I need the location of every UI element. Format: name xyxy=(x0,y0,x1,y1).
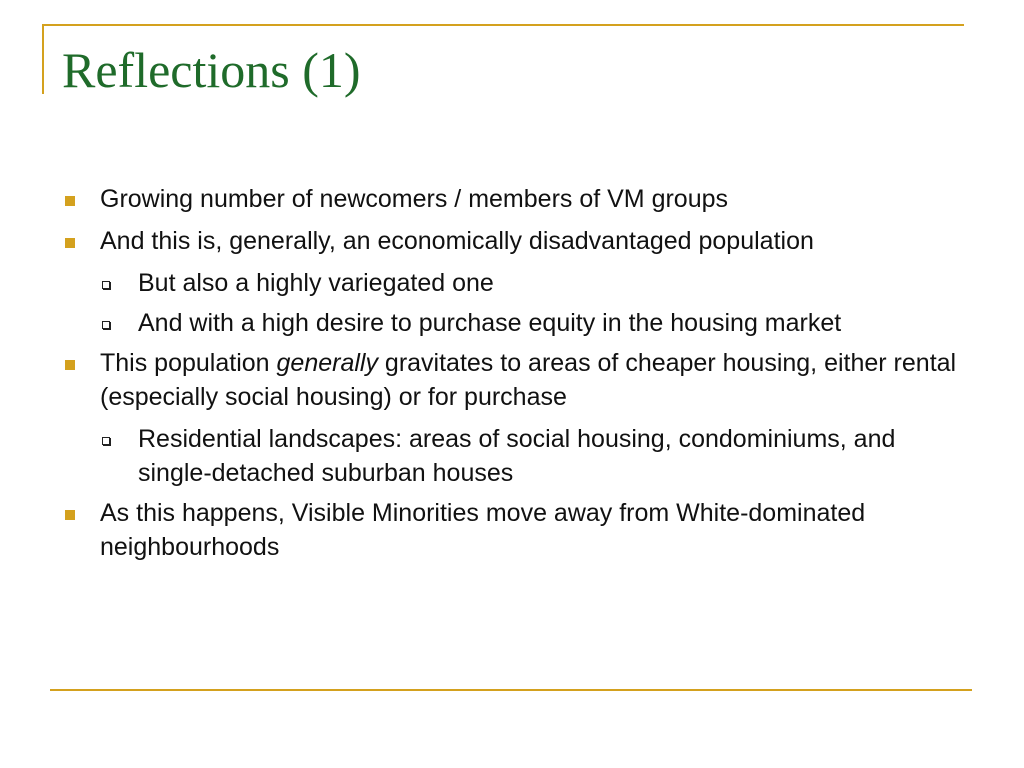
bullet-text: Growing number of newcomers / members of VM groups xyxy=(100,185,729,213)
sub-bullet-text: But also a highly variegated one xyxy=(138,269,494,297)
square-bullet-icon xyxy=(65,238,75,248)
bottom-rule xyxy=(50,689,972,691)
bullet-list xyxy=(62,182,962,572)
bullet-item xyxy=(62,224,962,258)
sub-bullet-item xyxy=(62,306,962,340)
square-bullet-icon xyxy=(65,196,75,206)
square-bullet-icon xyxy=(65,360,75,370)
sub-bullet-item xyxy=(62,266,962,300)
sub-bullet-text: Residential landscapes: areas of social housing, condominiums, and single-detached suburban houses xyxy=(138,425,896,487)
bullet-text: And this is, generally, an economically disadvantaged population xyxy=(100,227,814,255)
sub-bullet-item xyxy=(62,422,962,490)
left-rule xyxy=(42,24,44,94)
bullet-text: As this happens, Visible Minorities move away from White-dominated neighbourhoods xyxy=(100,499,866,561)
bullet-text-before: This population xyxy=(100,349,277,377)
square-bullet-icon xyxy=(65,510,75,520)
bullet-text-after: gravitates to areas of cheaper housing, either rental (especially social housing) or for purchase xyxy=(100,349,957,411)
bullet-item xyxy=(62,346,962,414)
bullet-item xyxy=(62,182,962,216)
top-rule xyxy=(42,24,964,26)
bullet-emphasis: generally xyxy=(276,349,378,377)
hollow-square-bullet-icon xyxy=(102,281,110,289)
sub-bullet-text: And with a high desire to purchase equity in the housing market xyxy=(138,309,842,337)
slide-title: Reflections (1) xyxy=(62,42,361,98)
bullet-item xyxy=(62,496,962,564)
hollow-square-bullet-icon xyxy=(102,321,110,329)
hollow-square-bullet-icon xyxy=(102,437,110,445)
